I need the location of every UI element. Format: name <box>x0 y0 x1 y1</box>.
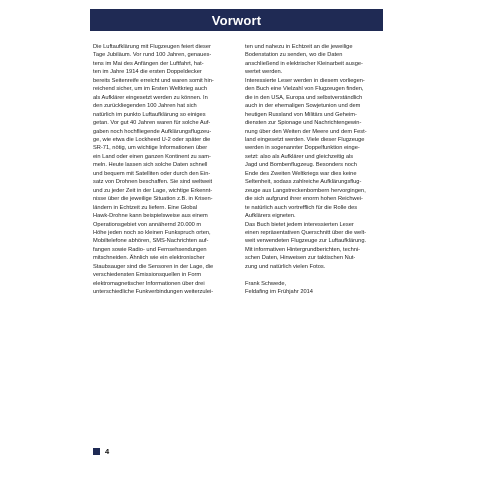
text-line: anschließend in elektrischer Kleinarbeit ausge- <box>245 60 363 67</box>
text-line: den zurückliegenden 100 Jahren hat sich <box>93 103 197 110</box>
text-line: ten und nahezu in Echtzeit an die jeweilige <box>245 44 353 50</box>
text-line: Aufklärers eigneten. <box>245 213 296 220</box>
text-line: Staubsauger sind die Sensoren in der Lage, die <box>93 263 214 270</box>
text-line: weit verwendeten Flugzeuge zur Luftaufklärung. <box>245 238 367 245</box>
text-line: Höhe jeden noch so kleinen Funkspruch orten, <box>93 229 211 236</box>
text-line: zeuge aus Langstreckenbombern hervorgingen, <box>245 187 366 194</box>
text-line: elektromagnetischer Informationen über drei <box>93 280 205 287</box>
text-line: natürlich im punkto Luftaufklärung so einiges <box>93 111 206 118</box>
text-line: ländern in Echtzeit zu liefern. Eine Global <box>93 204 198 211</box>
text-line: getan. Vor gut 40 Jahren waren für solche Auf- <box>93 120 211 127</box>
text-line: Jagd und Bombenflugzeug. Besonders noch <box>245 162 357 169</box>
text-line: land eingesetzt werden. Viele dieser Flugzeuge <box>245 136 365 143</box>
text-line: Die Luftaufklärung mit Flugzeugen feiert dieser <box>93 44 211 50</box>
page-number: 4 <box>105 447 110 456</box>
text-line: den Buch eine Vielzahl von Flugzeugen finden, <box>245 86 364 93</box>
text-line: Bodenstation zu senden, wo die Daten <box>245 52 343 59</box>
signature-name: Frank Schwede, <box>245 280 287 287</box>
text-line: auch in der ehemaligen Sowjetunion und dem <box>245 103 361 110</box>
text-line: Mit informativen Hintergrundberichten, techni- <box>245 246 361 253</box>
text-line: setzt: also als Aufklärer und gleichzeitig als <box>245 153 354 160</box>
text-line: unterschiedliche Funkverbindungen weiterzulei- <box>93 289 214 296</box>
text-line: und zu jeder Zeit in der Lage, wichtige Erkennt- <box>93 187 213 194</box>
text-line: die in den USA, Europa und selbstverständlich <box>245 94 363 101</box>
text-line: Tage Jubiläum. Vor rund 100 Jahren, genaues- <box>93 52 212 59</box>
text-line: Interessierte Leser werden in diesem vorliegen- <box>245 77 365 84</box>
right-text-column <box>245 43 385 297</box>
signature-place-date: Feldafing im Frühjahr 2014 <box>245 289 313 296</box>
text-line: schen Daten, Hinweisen zur taktischen Nut- <box>245 255 356 262</box>
chapter-title-bar <box>90 9 383 31</box>
chapter-title: Vorwort <box>211 12 262 28</box>
text-line: einen repräsentativen Querschnitt über die welt- <box>245 229 367 236</box>
text-line: reichend sicher, um im Ersten Weltkrieg auch <box>93 86 208 93</box>
page-footer <box>93 447 109 456</box>
text-line: heutigen Russland von Militärs und Geheim- <box>245 111 357 118</box>
text-line: Hawk-Drohne kann beispielsweise aus einem <box>93 213 208 220</box>
text-line: und bequem mit Satelliten oder durch den Ein- <box>93 170 211 177</box>
text-line: Das Buch bietet jedem interessierten Leser <box>245 221 354 228</box>
text-line: bereits Seitenreife erreicht und waren somit hin- <box>93 77 214 84</box>
text-line: ein Land oder einen ganzen Kontinent zu sam- <box>93 153 211 160</box>
text-line: SR-71, nötig, um wichtige Informationen über <box>93 145 208 152</box>
text-line: ten im Jahre 1914 die ersten Doppeldecker <box>93 69 202 76</box>
text-line: mitschneiden. Ähnlich wie ein elektronischer <box>93 255 205 262</box>
text-line: diensten zur Spionage und Nachrichtengewin- <box>245 120 362 127</box>
text-line: gaben noch hochfliegende Aufklärungsflugzeu- <box>93 128 212 135</box>
text-line: Mobiltelefone abhören, SMS-Nachrichten auf- <box>93 238 209 245</box>
text-line: Operationsgebiet von annähernd 20.000 m <box>93 221 202 228</box>
text-line: te natürlich auch vortrefflich für die Rolle des <box>245 204 358 211</box>
text-line: zung und natürlich vielen Fotos. <box>245 263 326 270</box>
text-line: werden in sogenannter Doppelfunktion einge- <box>245 145 360 152</box>
text-line: nung über den Weiten der Meere und dem Fest- <box>245 128 367 135</box>
left-text-column <box>93 43 233 297</box>
text-line: als Aufklärer eingesetzt werden zu können. In <box>93 94 208 101</box>
page-marker-square <box>93 448 100 455</box>
text-line: nisse über die jeweilige Situation z.B. in Krisen- <box>93 196 213 203</box>
text-line: verschiedensten Emissionsquellen in Form <box>93 272 202 279</box>
text-line: die sich aufgrund ihrer enorm hohen Reichwei- <box>245 196 363 203</box>
text-line: ge, wie etwa die Lockheed U-2 oder später die <box>93 136 211 143</box>
text-line: wertet werden. <box>245 69 283 76</box>
text-line: tens im Mai des Anfängen der Luftfahrt, hat- <box>93 60 204 67</box>
blank-line <box>245 271 385 279</box>
text-line: meln. Heute lassen sich solche Daten schnell <box>93 162 208 169</box>
text-line: Seltenheit, sodass zahlreiche Aufklärungsflug- <box>245 179 362 186</box>
text-line: satz von Drohnen beschaffen. Sie sind weltweit <box>93 179 213 186</box>
text-line: Ende des Zweiten Weltkriegs war dies keine <box>245 170 357 177</box>
text-line: fangen sowie Radio- und Fernsehsendungen <box>93 246 207 253</box>
